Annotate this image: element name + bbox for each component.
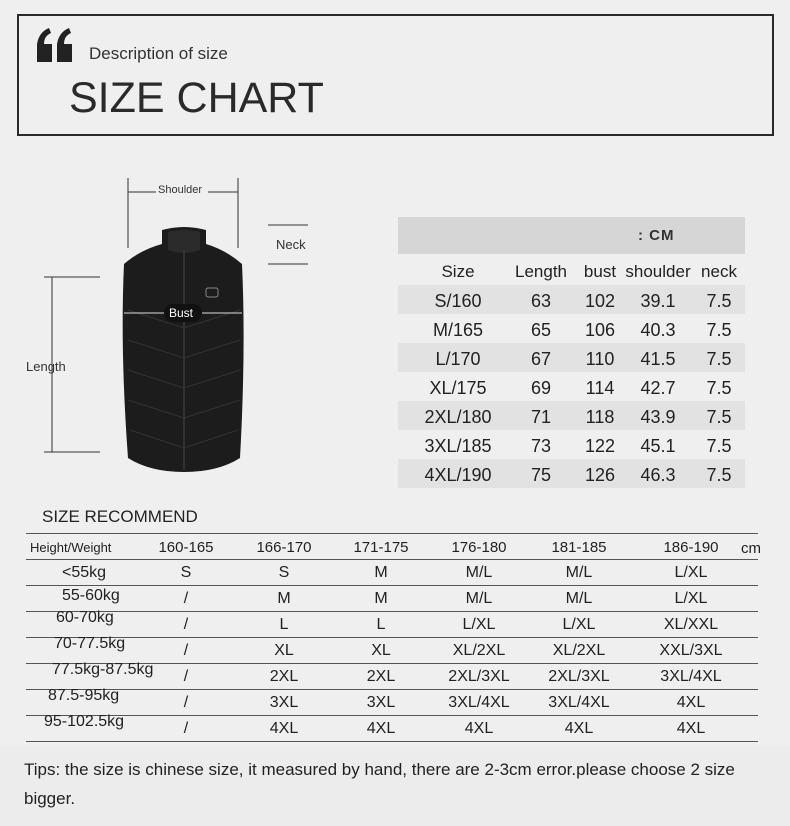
table-cell: 4XL: [464, 720, 494, 737]
table-cell: 63: [530, 291, 552, 311]
recommend-unit: cm: [741, 540, 761, 557]
table-cell: 3XL/4XL: [660, 668, 722, 685]
header-cell: bust: [583, 262, 617, 281]
table-cell: 122: [584, 436, 616, 456]
table-cell: XL/2XL: [452, 642, 506, 659]
table-cell: M: [374, 590, 388, 607]
table-cell: 75: [530, 465, 552, 485]
table-cell: 7.5: [706, 349, 732, 369]
table-cell: 3XL: [366, 694, 396, 711]
header-cell: 160-165: [158, 539, 214, 556]
table-cell: 39.1: [640, 291, 676, 311]
recommend-row: [26, 663, 758, 689]
table-cell: L: [376, 616, 386, 633]
weight-cell: 70-77.5kg: [54, 635, 126, 652]
table-cell: 40.3: [640, 320, 676, 340]
table-cell: 106: [584, 320, 616, 340]
header-box: [17, 14, 774, 136]
table-cell: /: [183, 616, 189, 633]
recommend-row: [26, 689, 758, 715]
shoulder-label: Shoulder: [158, 184, 203, 196]
table-cell: 2XL: [366, 668, 396, 685]
table-cell: M/L: [465, 564, 493, 581]
header-cell: 181-185: [551, 539, 607, 556]
table-cell: 69: [530, 378, 552, 398]
table-cell: 4XL: [269, 720, 299, 737]
table-cell: /: [183, 590, 189, 607]
table-cell: L/170: [435, 349, 481, 369]
table-cell: 7.5: [706, 407, 732, 427]
table-row: [398, 430, 745, 459]
table-cell: 67: [530, 349, 552, 369]
recommend-header-row: [26, 533, 758, 559]
table-cell: 42.7: [640, 378, 676, 398]
table-cell: 7.5: [706, 378, 732, 398]
table-cell: M/L: [565, 590, 593, 607]
weight-cell: 87.5-95kg: [48, 687, 120, 704]
neck-label: Neck: [276, 237, 306, 252]
weight-cell: 95-102.5kg: [44, 713, 125, 730]
header-cell: Length: [515, 262, 567, 281]
table-cell: S/160: [434, 291, 482, 311]
table-cell: 110: [585, 349, 615, 369]
table-cell: L/XL: [462, 616, 496, 633]
length-label: Length: [26, 359, 66, 374]
unit-bar: [398, 217, 745, 254]
table-cell: 43.9: [640, 407, 676, 427]
table-cell: XL/2XL: [552, 642, 606, 659]
table-row: [398, 343, 745, 372]
table-row: [398, 285, 745, 314]
bust-label: Bust: [169, 306, 194, 320]
table-cell: 41.5: [640, 349, 676, 369]
header-cell: Size: [441, 262, 475, 281]
table-cell: 7.5: [706, 436, 732, 456]
header-cell: 171-175: [353, 539, 409, 556]
recommend-table: [26, 533, 758, 742]
header-cell: shoulder: [625, 262, 691, 281]
table-cell: 7.5: [706, 320, 732, 340]
table-row: [398, 401, 745, 430]
table-cell: 3XL/4XL: [548, 694, 610, 711]
table-cell: 4XL: [564, 720, 594, 737]
header-cell: 186-190: [663, 539, 719, 556]
table-cell: M: [277, 590, 291, 607]
table-cell: 4XL: [676, 694, 706, 711]
table-cell: S: [180, 564, 192, 581]
table-cell: 102: [584, 291, 616, 311]
table-cell: M: [374, 564, 388, 581]
header-subtitle: Description of size: [89, 44, 228, 63]
table-row: [398, 459, 745, 488]
table-cell: 3XL: [269, 694, 299, 711]
table-cell: XXL/3XL: [659, 642, 723, 659]
quote-icon: [35, 28, 75, 62]
table-cell: 73: [530, 436, 552, 456]
table-cell: M/L: [565, 564, 593, 581]
vest-diagram: [0, 160, 400, 500]
header-cell: 176-180: [451, 539, 507, 556]
weight-cell: <55kg: [62, 564, 107, 581]
table-cell: 4XL: [676, 720, 706, 737]
table-cell: S: [278, 564, 290, 581]
table-cell: XL: [274, 642, 294, 659]
table-cell: 4XL: [366, 720, 396, 737]
table-cell: L/XL: [674, 564, 708, 581]
table-cell: 3XL/4XL: [448, 694, 510, 711]
vest-illustration: [0, 160, 400, 500]
recommend-row: [26, 637, 758, 663]
recommend-title: SIZE RECOMMEND: [42, 507, 198, 526]
weight-cell: 55-60kg: [62, 587, 120, 604]
table-cell: 2XL: [269, 668, 299, 685]
table-cell: /: [183, 642, 189, 659]
table-cell: 2XL/3XL: [548, 668, 610, 685]
table-cell: 65: [530, 320, 552, 340]
table-cell: 4XL/190: [424, 465, 492, 485]
table-cell: XL: [371, 642, 391, 659]
table-cell: /: [183, 668, 189, 685]
table-header-row: [398, 256, 745, 285]
table-cell: 46.3: [640, 465, 676, 485]
table-cell: 3XL/185: [424, 436, 492, 456]
recommend-row: [26, 611, 758, 637]
table-cell: L/XL: [674, 590, 708, 607]
header-cell: neck: [701, 262, 737, 281]
table-cell: 2XL/3XL: [448, 668, 510, 685]
table-cell: L/XL: [562, 616, 596, 633]
table-cell: 126: [584, 465, 616, 485]
measurement-table: [398, 256, 745, 488]
header-cell: 166-170: [256, 539, 312, 556]
table-cell: /: [183, 694, 189, 711]
table-cell: 7.5: [706, 465, 732, 485]
weight-cell: 77.5kg-87.5kg: [52, 661, 154, 678]
tips-text: Tips: the size is chinese size, it measured by hand, there are 2-3cm error.please choose 2 size bigger.: [24, 760, 735, 808]
recommend-row: [26, 559, 758, 585]
table-cell: 7.5: [706, 291, 732, 311]
recommend-row: [26, 585, 758, 611]
table-cell: L: [279, 616, 289, 633]
table-cell: 118: [585, 407, 615, 427]
table-cell: 114: [585, 378, 615, 398]
table-cell: 2XL/180: [424, 407, 492, 427]
table-cell: M/L: [465, 590, 493, 607]
table-cell: 45.1: [640, 436, 676, 456]
table-row: [398, 372, 745, 401]
table-cell: XL/XXL: [663, 616, 719, 633]
table-cell: XL/175: [429, 378, 487, 398]
table-cell: /: [183, 720, 189, 737]
table-cell: 71: [530, 407, 552, 427]
table-row: [398, 314, 745, 343]
header-cell: Height/Weight: [30, 540, 112, 555]
table-cell: M/165: [432, 320, 484, 340]
weight-cell: 60-70kg: [56, 609, 114, 626]
recommend-row: [26, 715, 758, 742]
unit-label: : CM: [638, 227, 675, 244]
page-title: SIZE CHART: [69, 74, 324, 122]
